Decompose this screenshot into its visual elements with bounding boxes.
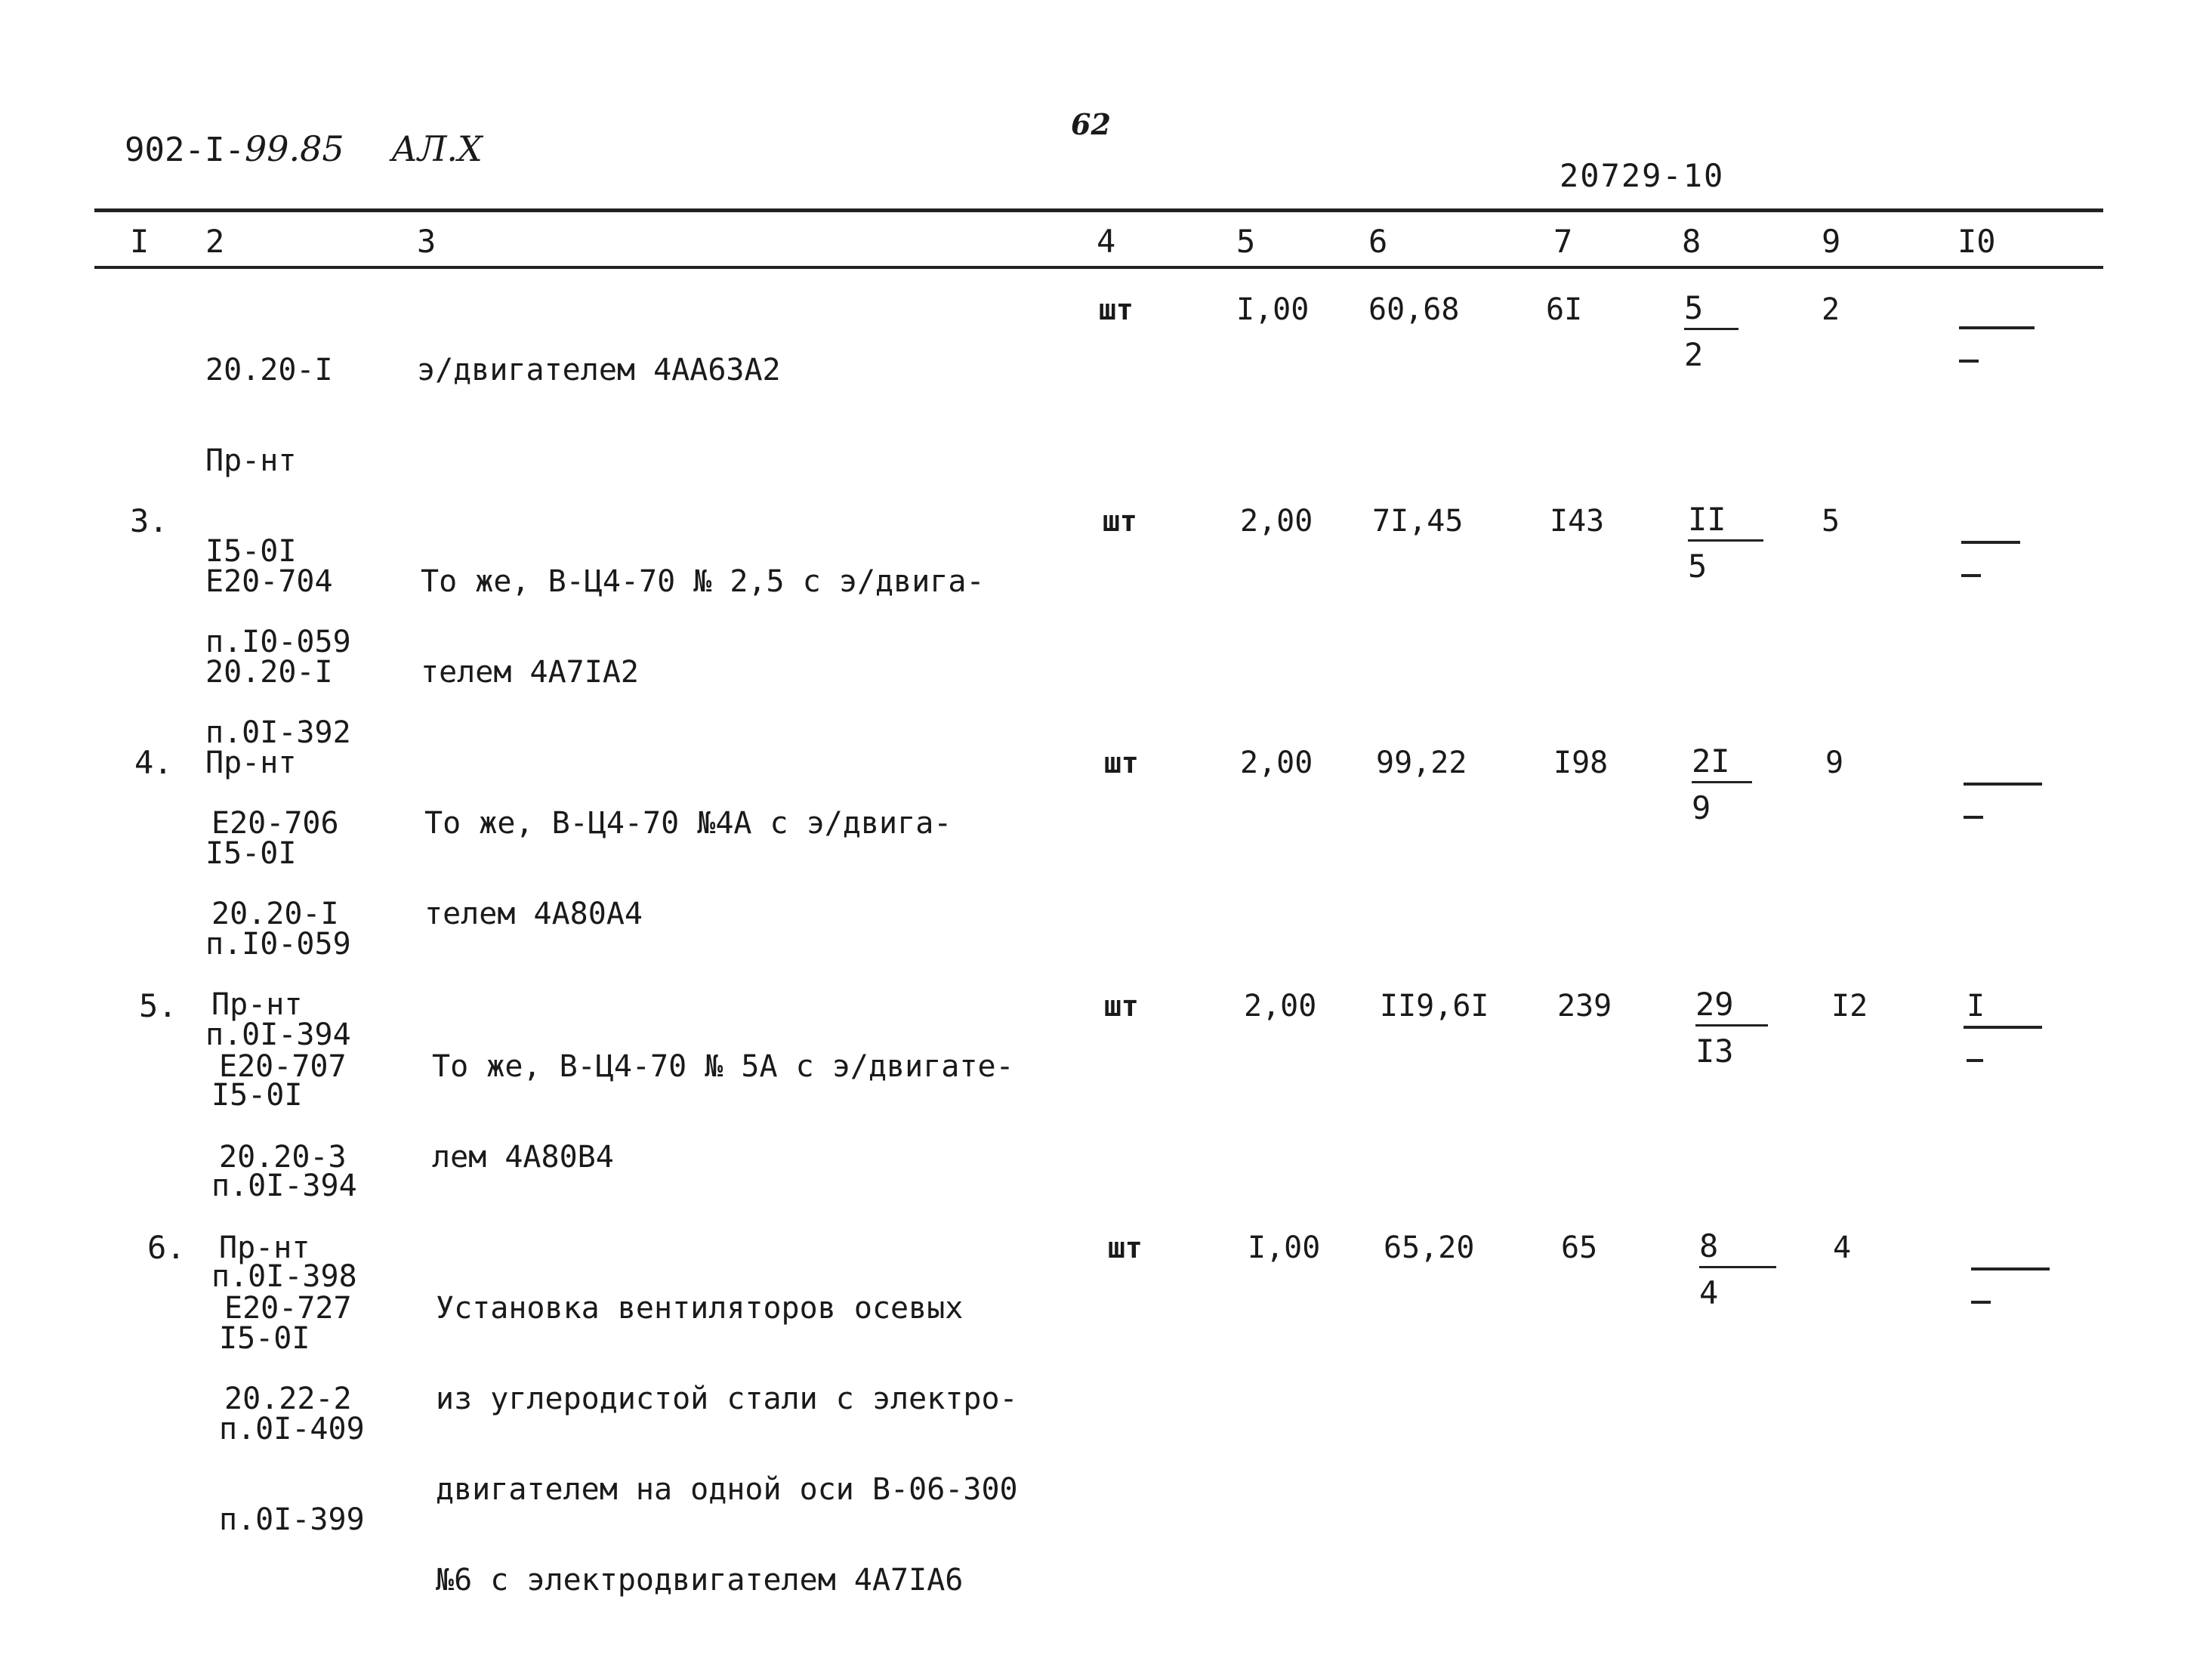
- fraction-bottom: 5: [1688, 548, 1708, 585]
- column-header-3: 3: [417, 223, 437, 260]
- column-10-top-dash: [1959, 326, 2035, 329]
- quantity-cell: 2,00: [1240, 504, 1313, 539]
- description-line: из углеродистой стали с электро-: [436, 1382, 1018, 1416]
- column-10-top-rule: [1964, 1026, 2042, 1029]
- price-cell: II9,6I: [1380, 989, 1489, 1024]
- column-10-top-value: I: [1967, 989, 1985, 1024]
- fraction-bar: [1699, 1266, 1776, 1268]
- code-line: Е20-706: [211, 806, 339, 841]
- column-10-top-dash: [1964, 783, 2042, 786]
- fraction-top: 5: [1684, 289, 1704, 326]
- code-line: I5-0I: [205, 534, 297, 569]
- fraction-top: II: [1688, 501, 1726, 538]
- column-header-6: 6: [1368, 223, 1388, 260]
- description-cell: [432, 991, 1014, 1233]
- code-line: 20.20-I: [205, 353, 333, 387]
- column-8-fraction: [1699, 1227, 1719, 1311]
- code-line: 20.20-I: [211, 897, 339, 931]
- column-8-fraction: [1684, 289, 1704, 373]
- code-line: Пр-нт: [205, 443, 297, 478]
- price-cell: 7I,45: [1372, 504, 1464, 539]
- code-line: п.I0-059: [205, 625, 351, 659]
- code-line: п.0I-399: [219, 1502, 365, 1537]
- price-cell: 99,22: [1376, 746, 1467, 780]
- fraction-bar: [1684, 328, 1738, 330]
- code-line: Пр-нт: [205, 746, 297, 780]
- table-top-rule: [94, 208, 2103, 212]
- price-cell: 60,68: [1368, 292, 1460, 327]
- unit-cell: шт: [1099, 293, 1134, 326]
- column-8-fraction: [1688, 503, 1726, 583]
- description-line: №6 с электродвигателем 4А7IА6: [436, 1563, 964, 1598]
- code-line: 20.22-2: [224, 1382, 352, 1416]
- fraction-top: 29: [1695, 986, 1734, 1023]
- description-line: э/двигателем 4АА63А2: [417, 353, 781, 387]
- column-8-fraction: [1695, 988, 1734, 1068]
- unit-cell: шт: [1104, 746, 1139, 780]
- fraction-bottom: I3: [1695, 1033, 1734, 1070]
- description-cell: [424, 748, 952, 990]
- price-cell: 65,20: [1384, 1230, 1475, 1265]
- page-number: 62: [1071, 107, 1111, 141]
- code-line: I5-0I: [205, 836, 297, 871]
- total-cell: 239: [1557, 989, 1612, 1024]
- total-cell: 65: [1561, 1230, 1598, 1265]
- column-header-7: 7: [1553, 223, 1573, 260]
- fraction-bottom: 4: [1699, 1274, 1719, 1311]
- fraction-bottom: 2: [1684, 336, 1704, 373]
- total-cell: I43: [1550, 504, 1605, 539]
- column-10-top-dash: [1971, 1267, 2050, 1271]
- column-header-2: 2: [205, 223, 225, 260]
- code-line: п.0I-392: [205, 715, 351, 750]
- unit-cell: шт: [1103, 505, 1137, 538]
- code-line: п.0I-394: [211, 1169, 357, 1203]
- column-10-bottom-dash: [1959, 360, 1979, 363]
- column-10-top-dash: [1961, 541, 2020, 544]
- fraction-top: 8: [1699, 1227, 1719, 1264]
- code-line: п.0I-398: [211, 1259, 357, 1294]
- row-index: 4.: [134, 744, 173, 781]
- total-cell: 6I: [1546, 292, 1583, 327]
- document-code-handwritten: 99.85: [244, 128, 344, 169]
- fraction-bottom: 9: [1692, 789, 1711, 826]
- document-mark-handwritten: АЛ.Х: [391, 128, 483, 169]
- column-header-1: I: [130, 223, 150, 260]
- unit-cell: шт: [1104, 990, 1139, 1023]
- description-line: Установка вентиляторов осевых: [436, 1291, 964, 1326]
- code-cell: [224, 1233, 352, 1474]
- column-9-cell: 4: [1833, 1230, 1852, 1265]
- description-cell: [417, 295, 781, 446]
- document-number: 20729-10: [1560, 157, 1725, 194]
- column-header-9: 9: [1822, 223, 1841, 260]
- column-10-bottom-dash: [1961, 574, 1981, 577]
- column-9-cell: 5: [1822, 504, 1840, 539]
- code-line: п.0I-394: [205, 1017, 351, 1052]
- column-header-4: 4: [1097, 223, 1116, 260]
- code-line: Е20-704: [205, 564, 333, 599]
- code-line: Пр-нт: [211, 987, 303, 1022]
- row-index: 5.: [139, 987, 177, 1024]
- description-cell: [421, 506, 985, 748]
- column-header-8: 8: [1682, 223, 1701, 260]
- quantity-cell: 2,00: [1244, 989, 1317, 1024]
- column-10-bottom-dash: [1967, 1059, 1983, 1062]
- code-line: 20.20-3: [219, 1140, 347, 1175]
- column-8-fraction: [1692, 745, 1730, 825]
- column-header-10: I0: [1957, 223, 1996, 260]
- column-10-bottom-dash: [1964, 816, 1983, 819]
- code-line: Пр-нт: [219, 1230, 310, 1265]
- description-line: двигателем на одной оси В-06-300: [436, 1472, 1018, 1507]
- column-9-cell: 9: [1825, 746, 1844, 780]
- code-line: п.I0-059: [205, 927, 351, 962]
- fraction-top: 2I: [1692, 743, 1730, 780]
- column-10-bottom-dash: [1971, 1301, 1991, 1304]
- total-cell: I98: [1553, 746, 1609, 780]
- fraction-bar: [1688, 539, 1763, 542]
- code-line: I5-0I: [219, 1321, 310, 1356]
- unit-cell: шт: [1108, 1231, 1143, 1264]
- description-line: телем 4А7IА2: [421, 655, 639, 690]
- column-9-cell: I2: [1831, 989, 1868, 1024]
- code-line: Е20-727: [224, 1291, 352, 1326]
- table-header-rule: [94, 266, 2103, 269]
- quantity-cell: 2,00: [1240, 746, 1313, 780]
- column-9-cell: 2: [1822, 292, 1840, 327]
- code-line: Е20-707: [219, 1049, 347, 1084]
- row-index: 3.: [130, 502, 168, 539]
- description-line: То же, В-Ц4-70 №4А с э/двига-: [424, 806, 952, 841]
- description-line: То же, В-Ц4-70 № 5А с э/двигате-: [432, 1049, 1014, 1084]
- fraction-bar: [1695, 1024, 1768, 1027]
- column-header-5: 5: [1236, 223, 1256, 260]
- description-cell: [436, 1233, 1018, 1656]
- code-line: I5-0I: [211, 1078, 303, 1113]
- description-line: лем 4А80В4: [432, 1140, 614, 1175]
- row-index: 6.: [147, 1229, 186, 1266]
- quantity-cell: I,00: [1248, 1230, 1321, 1265]
- quantity-cell: I,00: [1236, 292, 1310, 327]
- code-line: п.0I-409: [219, 1412, 365, 1447]
- fraction-bar: [1692, 781, 1752, 783]
- document-code-printed: 902-I-: [125, 131, 245, 169]
- description-line: телем 4А80А4: [424, 897, 643, 931]
- document-code: [125, 128, 483, 169]
- code-line: 20.20-I: [205, 655, 333, 690]
- description-line: То же, В-Ц4-70 № 2,5 с э/двига-: [421, 564, 985, 599]
